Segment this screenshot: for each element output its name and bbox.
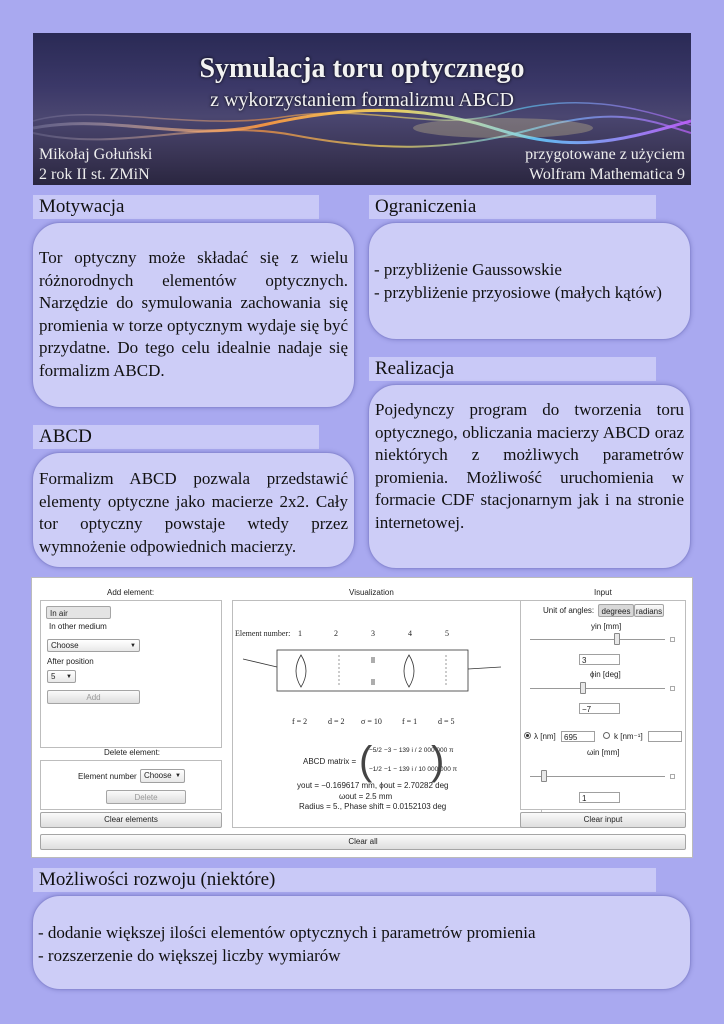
vis-param-4: f = 1	[402, 717, 418, 726]
vis-element-number-4: 4	[408, 629, 412, 638]
clear-elements-button[interactable]: Clear elements	[40, 812, 222, 828]
vis-element-number-1: 1	[298, 629, 302, 638]
optical-path-diagram	[233, 641, 541, 716]
section-heading-realizacja: Realizacja	[369, 357, 656, 381]
omega-in-expand-icon[interactable]	[670, 774, 675, 779]
mathematica-app-panel	[31, 577, 693, 858]
element-type-select[interactable]	[47, 639, 140, 652]
section-box-motywacja	[32, 222, 355, 408]
vis-element-number-3: 3	[371, 629, 375, 638]
in-air-option[interactable]: In air	[46, 606, 111, 619]
yin-slider[interactable]	[530, 639, 665, 640]
yout-readout: yout = −0.169617 mm, ϕout = 2.70282 deg	[297, 781, 449, 790]
motywacja-text: Tor optyczny może składać się z wielu różnorodnych elementów optycznych. Narzędzie do symulowania zachowania się promienia w torze optycznym wydaje się być przydatne. Do tego celu idealnie nadaje się formalizm ABCD.	[39, 248, 348, 380]
phi-in-label: ϕin [deg]	[590, 670, 621, 679]
matrix-m22: −1 − 139 i / 10 000 000 π	[384, 766, 458, 773]
vis-element-number-2: 2	[334, 629, 338, 638]
clear-input-button[interactable]: Clear input	[520, 812, 686, 828]
matrix-m11: −5/2	[369, 747, 382, 754]
rozwoj-line-1: - dodanie większej ilości elementów optycznych i parametrów promienia	[38, 923, 536, 942]
chevron-down-icon: ▼	[130, 643, 136, 649]
section-heading-rozwoj: Możliwości rozwoju (niektóre)	[33, 868, 656, 892]
omega-in-slider-thumb[interactable]	[541, 770, 547, 782]
k-label: k [nm⁻¹]	[614, 732, 643, 741]
degrees-toggle[interactable]: degrees	[598, 604, 634, 617]
lambda-radio[interactable]	[524, 732, 531, 739]
after-position-value: 5	[51, 672, 56, 681]
matrix-bracket-left: (	[359, 739, 373, 783]
tool-line-1: przygotowane z użyciem	[525, 146, 685, 163]
section-box-ograniczenia	[368, 222, 691, 340]
phi-in-slider[interactable]	[530, 688, 665, 689]
omega-in-value-field[interactable]: 1	[579, 792, 620, 803]
visualization-title: Visualization	[349, 588, 394, 597]
yin-label: yin [mm]	[591, 622, 622, 631]
section-box-abcd	[32, 452, 355, 568]
rozwoj-line-2: - rozszerzenie do większej liczby wymiarów	[38, 945, 341, 965]
matrix-bracket-right: )	[431, 739, 445, 783]
author-info: 2 rok II st. ZMiN	[39, 166, 150, 183]
yin-slider-thumb[interactable]	[614, 633, 620, 645]
vis-param-3: σ = 10	[361, 717, 382, 726]
delete-select-value: Choose	[144, 771, 172, 780]
section-box-rozwoj	[32, 895, 691, 990]
tool-line-2: Wolfram Mathematica 9	[529, 166, 685, 183]
author-name: Mikołaj Gołuński	[39, 146, 153, 163]
section-heading-abcd: ABCD	[33, 425, 319, 449]
k-radio[interactable]	[603, 732, 610, 739]
input-title: Input	[594, 588, 612, 597]
add-element-title: Add element:	[107, 588, 155, 597]
author-block	[39, 145, 152, 185]
vis-element-number-5: 5	[445, 629, 449, 638]
poster-subtitle: z wykorzystaniem formalizmu ABCD	[210, 89, 514, 111]
section-heading-ograniczenia: Ograniczenia	[369, 195, 656, 219]
delete-element-number-select[interactable]	[140, 769, 185, 783]
matrix-m21: −1/2	[369, 766, 382, 773]
yin-value-field[interactable]: 3	[579, 654, 620, 665]
chevron-down-icon: ▼	[66, 674, 72, 680]
after-position-select[interactable]	[47, 670, 76, 683]
vis-param-2: d = 2	[328, 717, 345, 726]
visualization-box	[232, 600, 542, 828]
ograniczenia-line-1: - przybliżenie Gaussowskie	[374, 260, 562, 279]
omega-in-slider[interactable]	[530, 776, 665, 777]
element-number-label: Element number	[78, 772, 137, 781]
add-element-box	[40, 600, 222, 748]
clear-all-button[interactable]: Clear all	[40, 834, 686, 850]
chevron-down-icon: ▼	[175, 773, 181, 779]
delete-button[interactable]: Delete	[106, 790, 186, 804]
section-box-realizacja	[368, 384, 691, 569]
phi-in-slider-thumb[interactable]	[580, 682, 586, 694]
radians-toggle[interactable]: radians	[634, 604, 664, 617]
lambda-label: λ [nm]	[534, 732, 556, 741]
section-heading-motywacja: Motywacja	[33, 195, 319, 219]
wout-readout: ωout = 2.5 mm	[339, 792, 393, 801]
delete-element-title: Delete element:	[104, 748, 161, 757]
yin-expand-icon[interactable]	[670, 637, 675, 642]
abcd-text: Formalizm ABCD pozwala przedstawić elementy optyczne jako macierze 2x2. Cały tor optyczny powstaje wtedy przez wymnożenie odpowiednich macierzy.	[39, 469, 348, 556]
omega-in-label: ωin [mm]	[587, 748, 620, 757]
unit-of-angles-label: Unit of angles:	[543, 606, 595, 615]
after-position-label: After position	[47, 657, 94, 666]
input-box	[520, 600, 686, 810]
ograniczenia-line-2: - przybliżenie przyosiowe (małych kątów)	[374, 282, 662, 302]
k-value-field[interactable]	[648, 731, 682, 742]
phi-in-expand-icon[interactable]	[670, 686, 675, 691]
matrix-m12: −3 − 139 i / 2 000 000 π	[384, 747, 454, 754]
element-type-select-value: Choose	[51, 641, 79, 650]
lambda-value-field[interactable]: 695	[561, 731, 595, 742]
banner	[33, 33, 691, 185]
phi-in-value-field[interactable]: −7	[579, 703, 620, 714]
in-other-medium-option[interactable]: In other medium	[49, 622, 107, 631]
vis-param-1: f = 2	[292, 717, 308, 726]
radius-readout: Radius = 5., Phase shift = 0.0152103 deg	[299, 802, 447, 811]
poster-title: Symulacja toru optycznego	[199, 53, 525, 84]
tool-block	[525, 145, 685, 185]
abcd-matrix-label: ABCD matrix =	[303, 757, 357, 766]
vis-element-number-label: Element number:	[235, 629, 291, 638]
delete-element-box	[40, 760, 222, 810]
vis-param-5: d = 5	[438, 717, 455, 726]
realizacja-text: Pojedynczy program do tworzenia toru optycznego, obliczania macierzy ABCD oraz niektórych z możliwych parametrów promienia. Możliwość uruchomienia w formacie CDF stacjonarnym jak i na stronie internetowej.	[375, 400, 684, 532]
add-button[interactable]: Add	[47, 690, 140, 704]
